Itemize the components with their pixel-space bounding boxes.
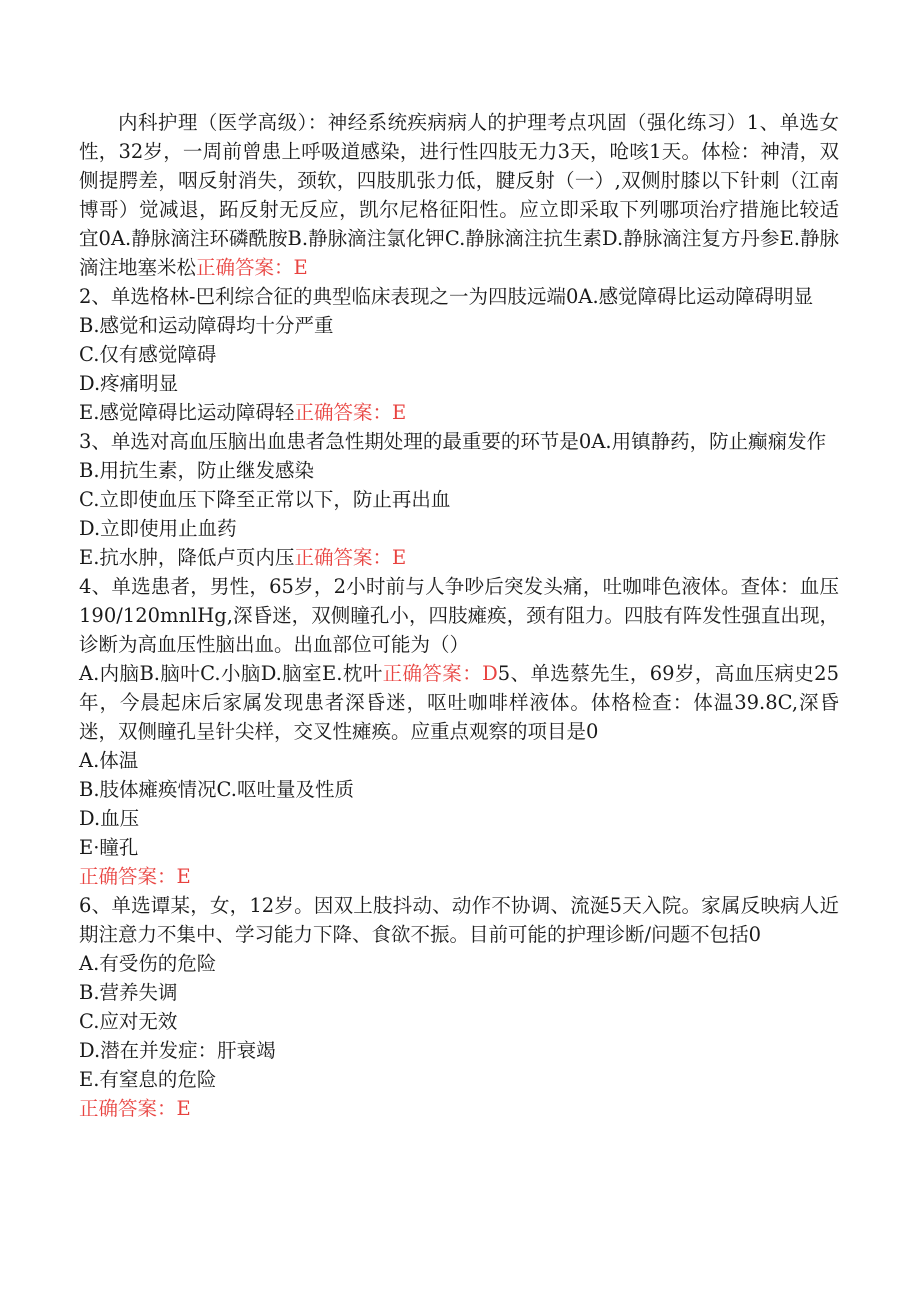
question-1: [79, 108, 839, 282]
question-5-option-d: D.血压: [79, 807, 140, 830]
question-3-stem: 3、单选对高血压脑出血患者急性期处理的最重要的环节是0A.用镇静药，防止癫痫发作: [79, 430, 827, 453]
question-5-option-a: A.体温: [79, 749, 139, 772]
question-4-stem: 4、单选患者，男性，65岁，2小时前与人争吵后突发头痛，吐咖啡色液体。查体：血压190/120mnlHg,深昏迷，双侧瞳孔小，四肢瘫痪，颈有阻力。四肢有阵发性强直出现，诊断为高血压性脑出血。出血部位可能为（）: [79, 575, 839, 656]
question-1-answer: 正确答案：E: [196, 256, 308, 279]
question-3-option-c: C.立即使血压下降至正常以下，防止再出血: [79, 488, 451, 511]
question-5-stem: 5、单选蔡先生，69岁，高血压病史25年，今晨起床后家属发现患者深昏迷，呕吐咖啡样液体。体格检查：体温39.8C,深昏迷，双侧瞳孔呈针尖样，交叉性瘫痪。应重点观察的项目是0: [79, 662, 839, 743]
question-5-option-bc: B.肢体瘫痪情况C.呕吐量及性质: [79, 778, 354, 801]
question-2-option-b: B.感觉和运动障碍均十分严重: [79, 314, 334, 337]
question-6-option-c: C.应对无效: [79, 1010, 178, 1033]
question-2-answer: 正确答案：E: [294, 401, 407, 424]
question-6-option-a: A.有受伤的危险: [79, 952, 217, 975]
question-6-option-e: E.有窒息的危险: [79, 1068, 217, 1091]
question-6-option-d: D.潜在并发症：肝衰竭: [79, 1039, 276, 1062]
question-4-options-and-question-5: [79, 659, 839, 746]
question-6-stem: 6、单选谭某，女，12岁。因双上肢抖动、动作不协调、流涎5天入院。家属反映病人近期注意力不集中、学习能力下降、食欲不振。目前可能的护理诊断/问题不包括0: [79, 894, 839, 946]
question-2-option-d: D.疼痛明显: [79, 372, 179, 395]
question-1-text: 内科护理（医学高级）：神经系统疾病病人的护理考点巩固（强化练习）1、单选女性，32岁，一周前曾患上呼吸道感染，进行性四肢无力3天，呛咳1天。体检：神清，双侧提腭差，咽反射消失，颈软，四肢肌张力低，腱反射（一）,双侧肘膝以下针刺（江南博哥）觉减退，跖反射无反应，凯尔尼格征阳性。应立即采取下列哪项治疗措施比较适宜0A.静脉滴注环磷酰胺B.静脉滴注氯化钾C.静脉滴注抗生素D.静脉滴注复方丹参E.静脉滴注地塞米松: [79, 111, 839, 279]
question-5-answer: 正确答案：E: [79, 865, 191, 888]
question-3-option-d: D.立即使用止血药: [79, 517, 237, 540]
question-4-options: A.内脑B.脑叶C.小脑D.脑室E.枕叶: [79, 662, 383, 685]
question-2-stem: 2、单选格林-巴利综合征的典型临床表现之一为四肢远端0A.感觉障碍比运动障碍明显: [79, 285, 814, 308]
question-5-option-e: E·瞳孔: [79, 836, 139, 859]
question-3-option-b: B.用抗生素，防止继发感染: [79, 459, 315, 482]
question-2-option-e-text: E.感觉障碍比运动障碍轻: [79, 401, 295, 424]
question-6-answer: 正确答案：E: [79, 1097, 191, 1120]
question-4-answer: 正确答案：D: [382, 662, 498, 685]
question-3-option-e-text: E.抗水肿，降低卢页内压: [79, 546, 295, 569]
document-page: [79, 108, 839, 1123]
question-3-answer: 正确答案：E: [294, 546, 407, 569]
question-3-option-e: [79, 543, 839, 572]
question-2-option-e: [79, 398, 839, 427]
question-6-option-b: B.营养失调: [79, 981, 178, 1004]
question-2-option-c: C.仅有感觉障碍: [79, 343, 217, 366]
